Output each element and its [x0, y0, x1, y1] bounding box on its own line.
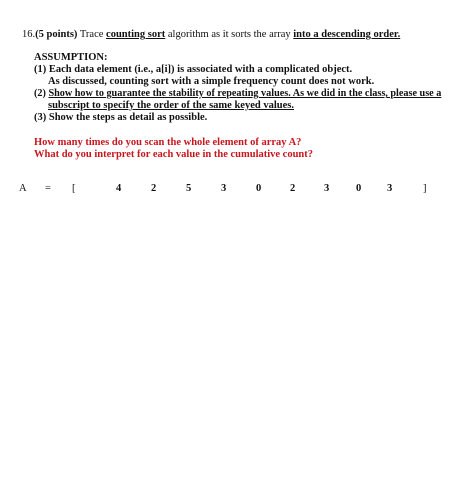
question-cumulative-count: What do you interpret for each value in the cumulative count? [34, 149, 314, 160]
array-close-bracket: ] [423, 183, 427, 194]
array-element: 4 [116, 183, 122, 194]
question-line [22, 29, 400, 41]
question-text-1: Trace [77, 29, 107, 40]
array-element: 3 [387, 183, 393, 194]
array-element: 2 [290, 183, 296, 194]
counting-sort-term: counting sort [106, 29, 166, 40]
array-open-bracket: [ [72, 183, 76, 194]
array-element: 2 [151, 183, 157, 194]
question-points: (5 points) [35, 29, 78, 40]
array-element: 3 [324, 183, 330, 194]
question-text-2: algorithm as it sorts the array [165, 29, 294, 40]
assumption-heading: ASSUMPTION: [34, 52, 108, 63]
assumption-item-1-continued: As discussed, counting sort with a simple frequency count does not work. [48, 76, 375, 87]
array-element: 0 [356, 183, 362, 194]
array-equals: = [45, 183, 51, 194]
array-name: A [19, 183, 27, 194]
descending-order-term: into a descending order. [293, 29, 401, 40]
assumption-item-2 [34, 88, 441, 100]
question-number: 16. [22, 29, 36, 40]
question-scan-count: How many times do you scan the whole element of array A? [34, 137, 302, 148]
assumption-item-2-text: Show how to guarantee the stability of repeating values. As we did in the class, please use a [48, 88, 442, 99]
array-element: 0 [256, 183, 262, 194]
assumption-item-1: (1) Each data element (i.e., a[i]) is associated with a complicated object. [34, 64, 353, 75]
assumption-item-2-continued: subscript to specify the order of the same keyed values. [48, 100, 294, 111]
array-element: 5 [186, 183, 192, 194]
assumption-item-2-number: (2) [34, 88, 49, 99]
array-element: 3 [221, 183, 227, 194]
assumption-item-3: (3) Show the steps as detail as possible. [34, 112, 208, 123]
